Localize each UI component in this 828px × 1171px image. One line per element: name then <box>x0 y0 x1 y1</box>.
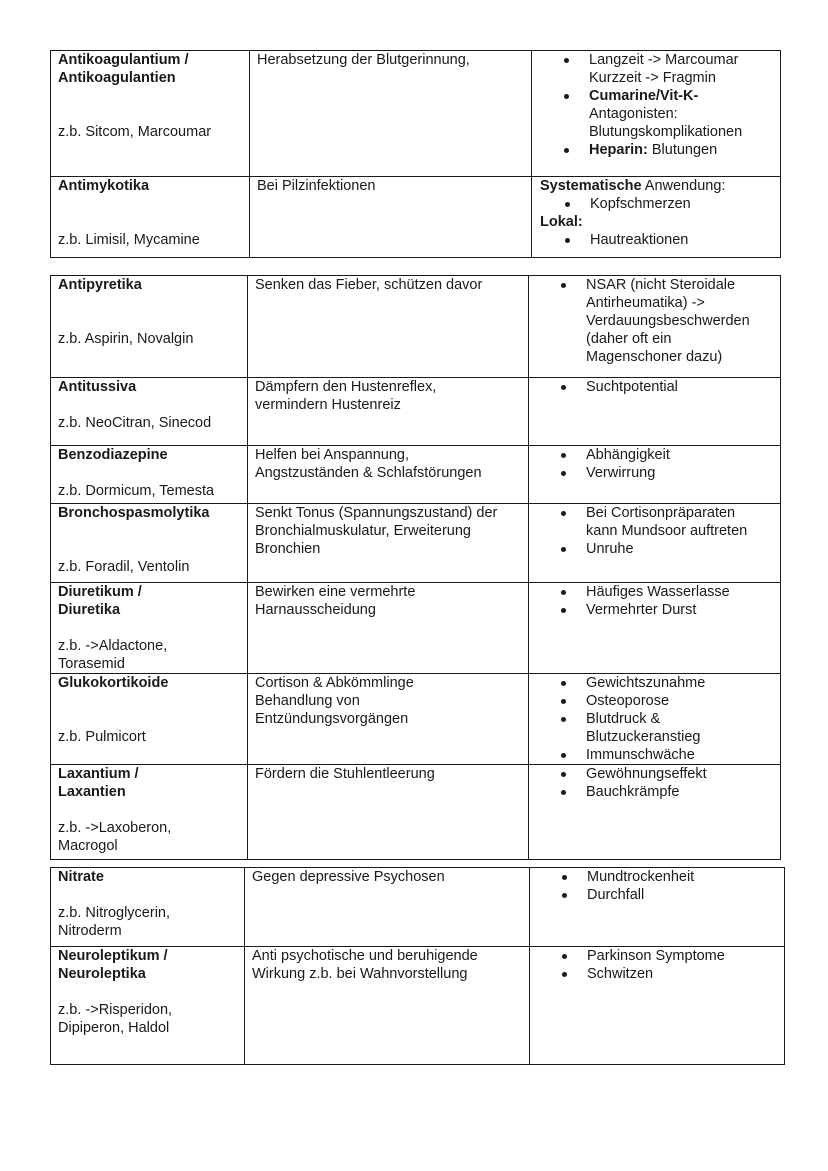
side-effects-group-header: Systematische Anwendung: <box>540 178 726 194</box>
side-effects-list <box>539 51 773 159</box>
side-effects-list <box>540 195 773 213</box>
drug-examples: z.b. Dormicum, Temesta <box>58 483 215 499</box>
drug-class-cell <box>51 378 248 446</box>
list-item: Parkinson Symptome <box>562 947 777 965</box>
effect-cell <box>248 583 529 674</box>
list-item: Kopfschmerzen <box>565 195 773 213</box>
drug-class-name: Glukokortikoide <box>58 675 169 691</box>
side-effects-list <box>536 276 773 366</box>
drug-examples: z.b. Aspirin, Novalgin <box>58 331 194 347</box>
drug-effect: Anti psychotische und beruhigende Wirkung z.b. bei Wahnvorstellung <box>252 948 478 982</box>
drug-class-name: Antipyretika <box>58 277 142 293</box>
list-item: Immunschwäche <box>561 746 773 764</box>
drug-class-cell <box>51 51 250 177</box>
drug-examples: z.b. Nitroglycerin, Nitroderm <box>58 905 171 939</box>
list-item: Cumarine/Vit-K- Antagonisten: Blutungskomplikationen <box>564 87 773 141</box>
side-effects-cell <box>529 276 781 378</box>
drug-class-cell <box>51 177 250 258</box>
list-item: Mundtrockenheit <box>562 868 777 886</box>
effect-cell <box>248 446 529 504</box>
drug-examples: z.b. NeoCitran, Sinecod <box>58 415 212 431</box>
drug-effect: Senken das Fieber, schützen davor <box>255 277 483 293</box>
drug-class-name: Antimykotika <box>58 178 150 194</box>
side-effects-list <box>536 674 773 764</box>
table-row <box>51 276 781 378</box>
drug-table-2 <box>50 275 781 860</box>
drug-examples: z.b. Pulmicort <box>58 729 146 745</box>
list-item: Bei Cortisonpräparaten kann Mundsoor auftreten <box>561 504 773 540</box>
drug-class-name: Benzodiazepine <box>58 447 168 463</box>
list-item: Durchfall <box>562 886 777 904</box>
effect-cell <box>248 765 529 860</box>
list-item: Blutdruck & Blutzuckeranstieg <box>561 710 773 746</box>
drug-effect: Senkt Tonus (Spannungszustand) der Bronchialmuskulatur, Erweiterung Bronchien <box>255 505 498 557</box>
table-row <box>51 504 781 583</box>
list-item: Gewichtszunahme <box>561 674 773 692</box>
table-row <box>51 51 781 177</box>
side-effects-list <box>536 446 773 482</box>
table-row <box>51 177 781 258</box>
drug-class-cell <box>51 446 248 504</box>
list-item: Heparin: Blutungen <box>564 141 773 159</box>
drug-class-cell <box>51 765 248 860</box>
effect-cell <box>248 378 529 446</box>
drug-class-cell <box>51 276 248 378</box>
side-effects-cell <box>529 378 781 446</box>
list-item: Abhängigkeit <box>561 446 773 464</box>
drug-examples: z.b. Sitcom, Marcoumar <box>58 124 212 140</box>
side-effects-cell <box>530 868 785 947</box>
side-effects-cell <box>529 583 781 674</box>
effect-cell <box>248 276 529 378</box>
list-item: Vermehrter Durst <box>561 601 773 619</box>
table-row <box>51 947 785 1065</box>
side-effects-list <box>536 504 773 558</box>
list-item: Osteoporose <box>561 692 773 710</box>
drug-class-name: Nitrate <box>58 869 104 885</box>
effect-cell <box>245 868 530 947</box>
drug-table-3 <box>50 867 785 1065</box>
drug-effect: Herabsetzung der Blutgerinnung, <box>257 52 470 68</box>
drug-effect: Bei Pilzinfektionen <box>257 178 376 194</box>
list-item: NSAR (nicht Steroidale Antirheumatika) -> Verdauungsbeschwerden (daher oft ein Magenschoner dazu) <box>561 276 773 366</box>
side-effects-cell <box>529 765 781 860</box>
list-item: Häufiges Wasserlasse <box>561 583 773 601</box>
side-effects-list <box>536 765 773 801</box>
drug-class-name: Antikoagulantium / Antikoagulantien <box>58 52 189 86</box>
drug-effect: Gegen depressive Psychosen <box>252 869 445 885</box>
side-effects-list <box>536 583 773 619</box>
drug-effect: Cortison & Abkömmlinge Behandlung von Entzündungsvorgängen <box>255 675 414 727</box>
drug-examples: z.b. Limisil, Mycamine <box>58 232 200 248</box>
side-effects-group-header: Lokal: <box>540 214 583 230</box>
drug-table-1 <box>50 50 781 258</box>
list-item: Bauchkrämpfe <box>561 783 773 801</box>
side-effects-cell <box>529 446 781 504</box>
drug-class-name: Laxantium / Laxantien <box>58 766 139 800</box>
drug-class-name: Diuretikum / Diuretika <box>58 584 142 618</box>
side-effects-list <box>537 868 777 904</box>
drug-class-name: Antitussiva <box>58 379 137 395</box>
table-row <box>51 765 781 860</box>
effect-cell <box>248 674 529 765</box>
drug-class-name: Neuroleptikum / Neuroleptika <box>58 948 168 982</box>
side-effects-cell <box>530 947 785 1065</box>
side-effects-cell <box>532 51 781 177</box>
table-row <box>51 583 781 674</box>
list-item: Suchtpotential <box>561 378 773 396</box>
drug-class-cell <box>51 504 248 583</box>
table-row <box>51 446 781 504</box>
side-effects-list <box>537 947 777 983</box>
drug-class-cell <box>51 674 248 765</box>
drug-class-name: Bronchospasmolytika <box>58 505 210 521</box>
drug-effect: Dämpfern den Hustenreflex, vermindern Hustenreiz <box>255 379 437 413</box>
drug-examples: z.b. ->Risperidon, Dipiperon, Haldol <box>58 1002 173 1036</box>
effect-cell <box>245 947 530 1065</box>
list-item: Hautreaktionen <box>565 231 773 249</box>
side-effects-cell <box>532 177 781 258</box>
drug-examples: z.b. ->Aldactone, Torasemid <box>58 638 168 672</box>
list-item: Langzeit -> Marcoumar Kurzzeit -> Fragmin <box>564 51 773 87</box>
list-item: Gewöhnungseffekt <box>561 765 773 783</box>
list-item: Unruhe <box>561 540 773 558</box>
side-effects-cell <box>529 674 781 765</box>
list-item: Verwirrung <box>561 464 773 482</box>
side-effects-list <box>536 378 773 396</box>
drug-class-cell <box>51 868 245 947</box>
drug-examples: z.b. ->Laxoberon, Macrogol <box>58 820 172 854</box>
effect-cell <box>248 504 529 583</box>
effect-cell <box>250 51 532 177</box>
table-row <box>51 868 785 947</box>
drug-effect: Helfen bei Anspannung, Angstzuständen & Schlafstörungen <box>255 447 482 481</box>
drug-examples: z.b. Foradil, Ventolin <box>58 559 190 575</box>
table-row <box>51 674 781 765</box>
table-row <box>51 378 781 446</box>
list-item: Schwitzen <box>562 965 777 983</box>
drug-class-cell <box>51 947 245 1065</box>
drug-effect: Fördern die Stuhlentleerung <box>255 766 435 782</box>
side-effects-list <box>540 231 773 249</box>
drug-effect: Bewirken eine vermehrte Harnausscheidung <box>255 584 416 618</box>
side-effects-cell <box>529 504 781 583</box>
effect-cell <box>250 177 532 258</box>
drug-class-cell <box>51 583 248 674</box>
